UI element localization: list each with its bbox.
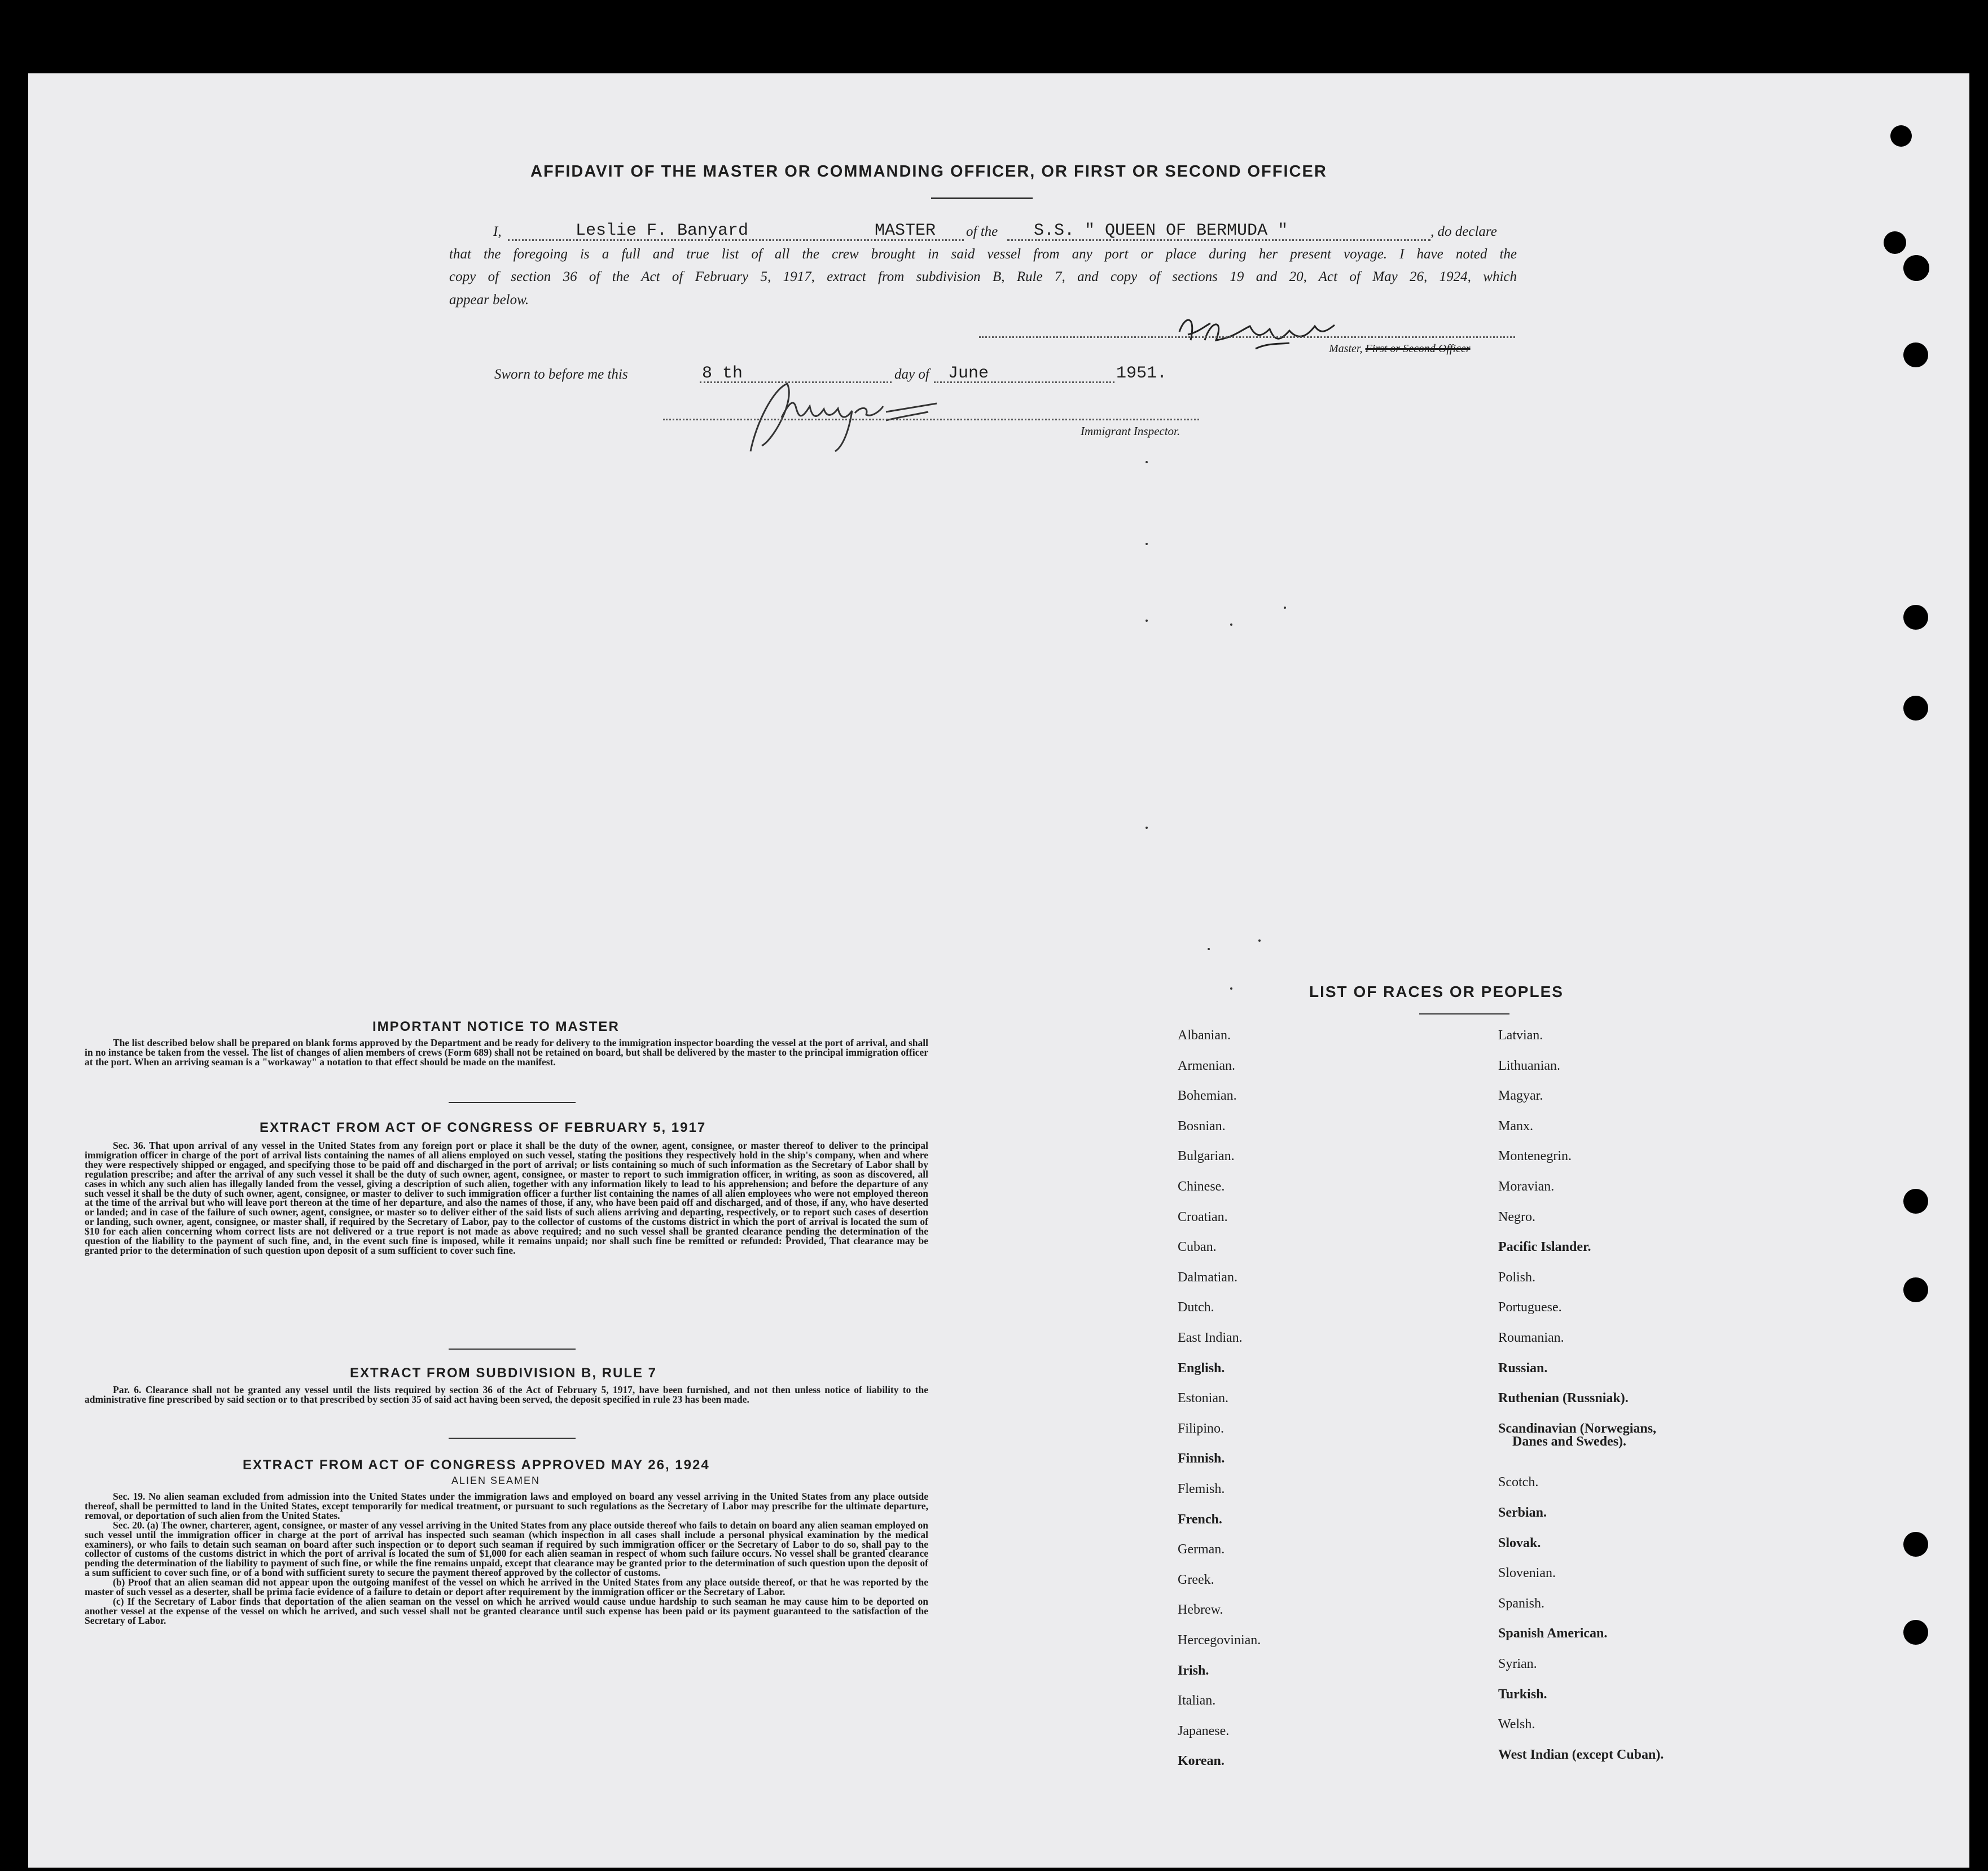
race-spanish: Spanish.	[1498, 1596, 1545, 1611]
race-portuguese: Portuguese.	[1498, 1300, 1562, 1315]
race-german: German.	[1178, 1542, 1225, 1557]
affidavit-line-2: that the foregoing is a full and true list of all the crew brought in said vessel from any port or place during her present voyage. I have noted the	[449, 247, 1517, 262]
race-negro: Negro.	[1498, 1209, 1535, 1224]
race-slovenian: Slovenian.	[1498, 1566, 1556, 1581]
of-the-label: of the	[966, 224, 998, 239]
race-east-indian: East Indian.	[1178, 1330, 1243, 1345]
section-divider	[449, 1349, 576, 1350]
punch-hole	[1903, 1189, 1928, 1214]
race-syrian: Syrian.	[1498, 1657, 1537, 1671]
race-welsh: Welsh.	[1498, 1717, 1535, 1732]
race-dalmatian: Dalmatian.	[1178, 1270, 1237, 1285]
extract-1917-body	[85, 1141, 928, 1255]
rule-7-title: EXTRACT FROM SUBDIVISION B, RULE 7	[350, 1365, 657, 1381]
race-hercegovinian: Hercegovinian.	[1178, 1633, 1261, 1648]
scan-speck	[1146, 461, 1148, 463]
race-latvian: Latvian.	[1498, 1028, 1543, 1043]
race-chinese: Chinese.	[1178, 1179, 1225, 1194]
race-irish: Irish.	[1178, 1663, 1209, 1678]
title-divider	[931, 197, 1033, 199]
extract-1924-body	[85, 1492, 928, 1626]
races-title: LIST OF RACES OR PEOPLES	[1309, 983, 1564, 1000]
race-slovak: Slovak.	[1498, 1535, 1541, 1551]
race-roumanian: Roumanian.	[1498, 1330, 1564, 1345]
race-flemish: Flemish.	[1178, 1482, 1225, 1496]
alien-seamen-subtitle: ALIEN SEAMEN	[451, 1475, 541, 1486]
inspector-caption: Immigrant Inspector.	[1081, 424, 1180, 438]
scan-speck	[1146, 543, 1148, 545]
race-russian: Russian.	[1498, 1360, 1548, 1376]
section-divider	[449, 1102, 576, 1103]
rank-value: MASTER	[875, 221, 936, 240]
inspector-signature	[734, 367, 982, 463]
punch-hole	[1903, 255, 1929, 281]
race-pacific-islander: Pacific Islander.	[1498, 1240, 1591, 1255]
race-moravian: Moravian.	[1498, 1179, 1555, 1194]
scan-speck	[1230, 987, 1232, 990]
punch-hole	[1884, 231, 1906, 254]
master-caption-text: Master,	[1329, 342, 1366, 355]
scan-speck	[1208, 948, 1210, 950]
race-magyar: Magyar.	[1498, 1088, 1543, 1104]
race-bosnian: Bosnian.	[1178, 1118, 1226, 1134]
race-dutch: Dutch.	[1178, 1300, 1214, 1315]
affidavit-title: AFFIDAVIT OF THE MASTER OR COMMANDING OFFICER, OR FIRST OR SECOND OFFICER	[530, 162, 1327, 181]
rule-7-body	[85, 1385, 928, 1404]
race-english: English.	[1178, 1360, 1225, 1376]
race-filipino: Filipino.	[1178, 1421, 1225, 1436]
race-polish: Polish.	[1498, 1270, 1536, 1285]
sworn-label: Sworn to before me this	[494, 367, 628, 382]
affidavit-line-4: appear below.	[449, 292, 529, 308]
scan-speck	[1284, 607, 1286, 609]
race-italian: Italian.	[1178, 1693, 1216, 1709]
punch-hole	[1903, 696, 1928, 721]
scan-speck	[1258, 939, 1261, 942]
race-finnish: Finnish.	[1178, 1451, 1225, 1466]
scan-speck	[1146, 620, 1148, 622]
punch-hole	[1890, 125, 1912, 147]
race-cuban: Cuban.	[1178, 1240, 1217, 1255]
notice-text: The list described below shall be prepared on blank forms approved by the Department and be ready for delivery to the immigration inspector boarding the vessel at the port of arrival, and shall in no instance be taken from the vessel. The list of changes of alien members of crews (Form 689) shall not be retained on board, but shall be delivered by the master to the principal immigration officer at the port. When an arriving seaman is a "workaway" a notation to that effect should be made on the manifest.	[85, 1037, 928, 1068]
extract-1924-title: EXTRACT FROM ACT OF CONGRESS APPROVED MAY 26, 1924	[243, 1457, 710, 1473]
race-croatian: Croatian.	[1178, 1209, 1228, 1224]
race-bohemian: Bohemian.	[1178, 1088, 1237, 1104]
punch-hole	[1903, 605, 1928, 630]
race-french: French.	[1178, 1512, 1222, 1527]
race-ruthenian-russniak: Ruthenian (Russniak).	[1498, 1391, 1629, 1406]
notice-title: IMPORTANT NOTICE TO MASTER	[372, 1019, 620, 1034]
affidavit-line-3: copy of section 36 of the Act of February 5, 1917, extract from subdivision B, Rule 7, and copy of sections 19 and 20, Act of May 26, 1924, which	[449, 269, 1517, 284]
sec-36-text: Sec. 36. That upon arrival of any vessel in the United States from any foreign port or place it shall be the duty of the owner, agent, consignee, or master thereof to deliver to the principal immigration officer in charge of the port of arrival lists containing the names of all aliens employed on such vessel, stating the positions they respectively hold in the ship's company, when and where they were respectively shipped or engaged, and specifying those to be paid off and discharged in the port of arrival; or lists containing so much of such information as the Secretary of Labor shall by regulation prescribe; and after the arrival of any such vessel it shall be the duty of such owner, agent, consignee, or master to report to such immigration officer, in writing, as soon as discovered, all cases in which any such alien has illegally landed from the vessel, giving a description of such alien, together with any information likely to lead to his apprehension; and before the departure of any such vessel it shall be the duty of such owner, agent, consignee, or master to deliver to such immigration officer a further list containing the names of all alien employees who were not employed thereon at the time of the arrival but who will leave port thereon at the time of her departure, and also the names of those, if any, who have been paid off and discharged, and of those, if any, who have deserted or landed; and in case of the failure of such owner, agent, consignee, or master so to deliver either of the said lists of such aliens arriving and departing, respectively, or to report such cases of desertion or landing, such owner, agent, consignee, or master shall, if required by the Secretary of Labor, pay to the collector of customs of the customs district in which the port of arrival is located the sum of $10 for each alien concerning whom correct lists are not delivered or a true report is not made as above required; and no such vessel shall be granted clearance pending the determination of the question of the liability to the payment of such fine, and, in the event such fine is imposed, while it remains unpaid; nor shall such fine be remitted or refunded: Provided, That clearance may be granted prior to the determination of such question upon deposit of a sum sufficient to cover such fine.	[85, 1140, 928, 1256]
year-value: 1951.	[1116, 364, 1168, 383]
punch-hole	[1903, 1277, 1928, 1302]
i-label: I,	[493, 224, 502, 239]
vessel-name: S.S. " QUEEN OF BERMUDA "	[1034, 221, 1288, 240]
punch-hole	[1903, 1532, 1928, 1557]
master-caption	[1329, 342, 1471, 355]
punch-hole	[1903, 1620, 1928, 1645]
sec-20a-text: Sec. 20. (a) The owner, charterer, agent, consignee, or master of any vessel arriving in the United States from any place outside thereof who fails to detain on board any alien seaman employed on such vessel until the immigration officer in charge at the port of arrival has inspected such seaman (which inspection in all cases shall include a personal physical examination by the medical examiners), or who fails to detain such seaman on board after such inspection or to deport such seaman if required by such immigration officer or the Secretary of Labor to do so, shall pay to the collector of customs of the customs district in which the port of arrival is located the sum of $1,000 for each alien seaman in respect of whom such failure occurs. No vessel shall be granted clearance pending the determination of the liability to payment of such fine, or while the fine remains unpaid, except that clearance may be granted prior to the determination of such question upon the deposit of a sum sufficient to cover such fine, or of a bond with sufficient surety to secure the payment thereof approved by the collector of customs.	[85, 1519, 928, 1579]
section-divider	[449, 1438, 576, 1439]
race-korean: Korean.	[1178, 1754, 1225, 1769]
master-signature-line	[979, 336, 1515, 338]
month-value: June	[948, 364, 989, 383]
sec-20c-text: (c) If the Secretary of Labor finds that deportation of the alien seaman on the vessel on which he arrived would cause undue hardship to such seaman he may cause him to be deported on another vessel at the expense of the vessel on which he arrived, and such vessel shall not be granted clearance until such expense has been paid or its payment guaranteed to the satisfaction of the Secretary of Labor.	[85, 1595, 928, 1626]
race-west-indian-except-cuban: West Indian (except Cuban).	[1498, 1747, 1664, 1762]
races-divider	[1419, 1013, 1509, 1014]
race-greek: Greek.	[1178, 1572, 1214, 1587]
extract-1917-title: EXTRACT FROM ACT OF CONGRESS OF FEBRUARY 5, 1917	[260, 1120, 706, 1135]
race-lithuanian: Lithuanian.	[1498, 1058, 1560, 1073]
race-armenian: Armenian.	[1178, 1058, 1235, 1073]
punch-hole	[1903, 342, 1928, 367]
sec-19-text: Sec. 19. No alien seaman excluded from admission into the United States under the immigration laws and employed on board any vessel arriving in the United States from any place outside thereof, shall be permitted to land in the United States, except temporarily for medical treatment, or pursuant to such regulations as the Secretary of Labor may prescribe for the ultimate departure, removal, or deportation of such alien from the United States.	[85, 1491, 928, 1521]
struck-officer-caption: First or Second Officer	[1365, 342, 1471, 355]
inspector-signature-line	[663, 419, 1199, 420]
race-montenegrin: Montenegrin.	[1498, 1149, 1572, 1164]
race-serbian: Serbian.	[1498, 1505, 1547, 1520]
scan-speck	[1230, 623, 1232, 626]
race-manx: Manx.	[1498, 1118, 1533, 1134]
race-bulgarian: Bulgarian.	[1178, 1149, 1235, 1164]
race-albanian: Albanian.	[1178, 1028, 1231, 1043]
sec-20b-text: (b) Proof that an alien seaman did not appear upon the outgoing manifest of the vessel on which he arrived in the United States from any place outside thereof, or that he was reported by the master of such vessel as a deserter, shall be prima facie evidence of a failure to detain or deport after requirement by the immigration officer or the Secretary of Labor.	[85, 1576, 928, 1598]
notice-body	[85, 1038, 928, 1067]
day-of-label: day of	[894, 367, 929, 382]
race-spanish-american: Spanish American.	[1498, 1626, 1608, 1641]
race-estonian: Estonian.	[1178, 1391, 1228, 1406]
race-japanese: Japanese.	[1178, 1723, 1230, 1738]
do-declare-label: , do declare	[1430, 224, 1497, 239]
race-turkish: Turkish.	[1498, 1686, 1547, 1702]
scan-speck	[1146, 827, 1148, 829]
master-name: Leslie F. Banyard	[576, 221, 749, 240]
race-scandinavian-norwegians: Scandinavian (Norwegians,	[1498, 1421, 1657, 1436]
day-value: 8 th	[702, 364, 743, 383]
race-scotch: Scotch.	[1498, 1475, 1539, 1490]
par-6-text: Par. 6. Clearance shall not be granted any vessel until the lists required by section 36 of the Act of February 5, 1917, have been furnished, and not then unless notice of liability to the administrative fine prescribed by said section or to that prescribed by section 35 of said act having been served, the deposit specified in rule 23 has been made.	[85, 1384, 928, 1405]
race-hebrew: Hebrew.	[1178, 1602, 1223, 1618]
race-scandinavian-continued: Danes and Swedes).	[1512, 1434, 1627, 1449]
